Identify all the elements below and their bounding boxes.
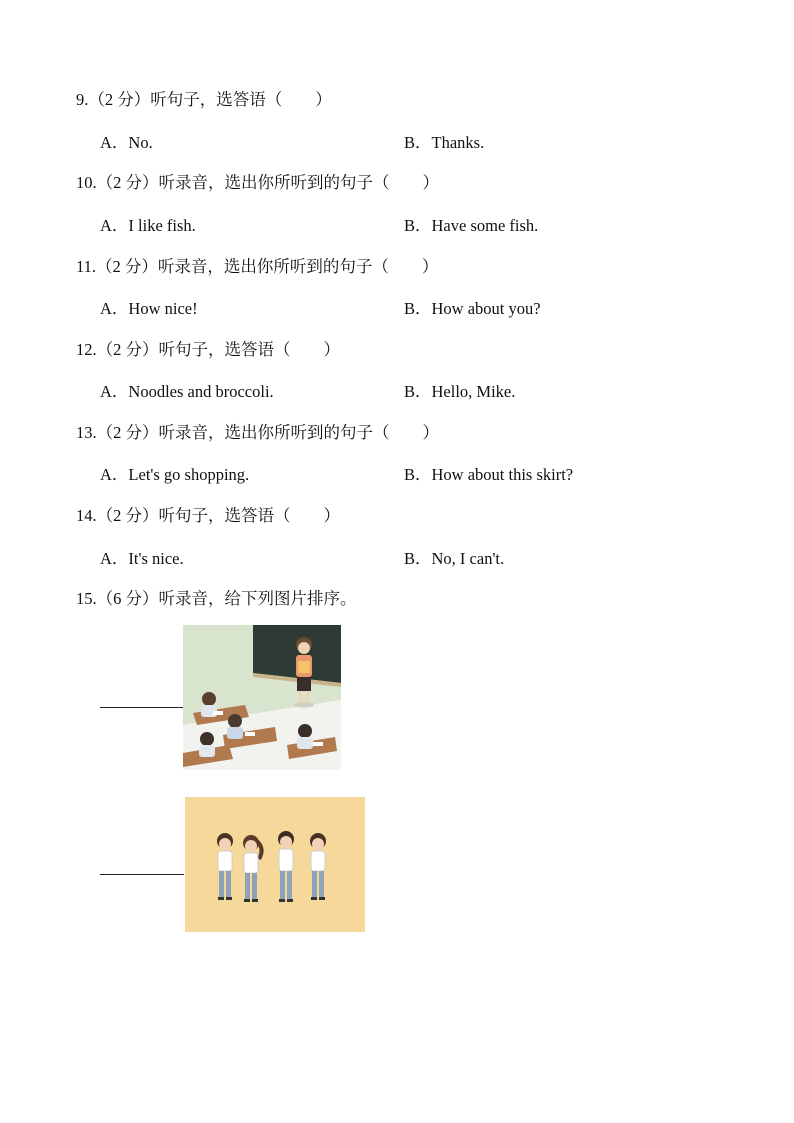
question-12-option-a: A．Noodles and broccoli. [100, 382, 274, 401]
question-13-option-b: B．How about this skirt? [404, 465, 574, 484]
question-10-option-a: A．I like fish. [100, 216, 196, 235]
question-14-option-b: B．No, I can't. [404, 549, 505, 568]
answer-blank-1[interactable] [100, 707, 184, 708]
classroom-illustration-icon [183, 625, 341, 770]
question-10-option-b: B．Have some fish. [404, 216, 539, 235]
question-14-option-a: A．It's nice. [100, 549, 184, 568]
question-13-stem: 13.（2 分）听录音，选出你所听到的句子（ ） [76, 423, 439, 442]
students-standing-illustration-icon [185, 797, 365, 932]
question-15-stem: 15.（6 分）听录音，给下列图片排序。 [76, 589, 357, 608]
question-14-stem: 14.（2 分）听句子，选答语（ ） [76, 506, 340, 525]
question-10-stem: 10.（2 分）听录音，选出你所听到的句子（ ） [76, 173, 439, 192]
question-11-option-b: B．How about you? [404, 299, 541, 318]
question-9-option-b: B．Thanks. [404, 133, 485, 152]
question-11-stem: 11.（2 分）听录音，选出你所听到的句子（ ） [76, 257, 439, 276]
question-12-stem: 12.（2 分）听句子，选答语（ ） [76, 340, 340, 359]
question-11-option-a: A．How nice! [100, 299, 198, 318]
answer-blank-2[interactable] [100, 874, 184, 875]
question-13-option-a: A．Let's go shopping. [100, 465, 250, 484]
question-12-option-b: B．Hello, Mike. [404, 382, 516, 401]
question-9-option-a: A．No. [100, 133, 153, 152]
question-9-stem: 9.（2 分）听句子，选答语（ ） [76, 90, 332, 109]
